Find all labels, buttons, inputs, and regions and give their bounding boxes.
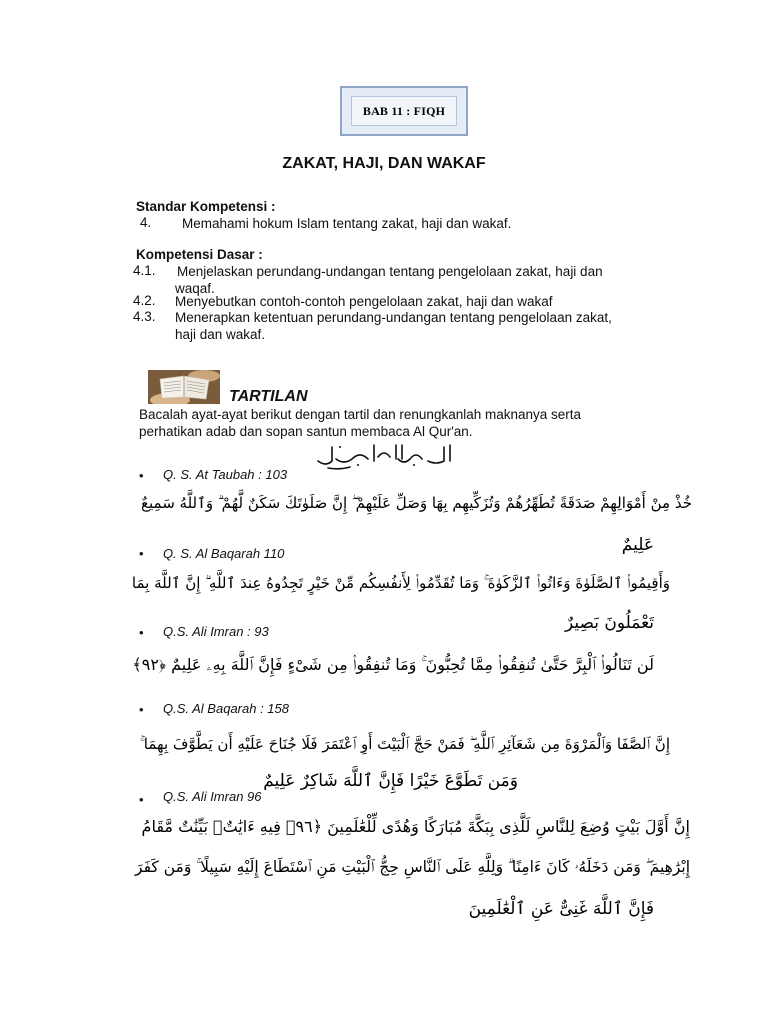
kd-item-number: 4.2. <box>133 293 156 308</box>
tartilan-instruction <box>139 406 639 440</box>
chapter-title: ZAKAT, HAJI, DAN WAKAF <box>282 155 486 172</box>
arabic-verse-line: وَمَن تَطَوَّعَ خَيْرًا فَإِنَّ ٱللَّهَ شَاكِرٌ عَلِيمٌ <box>263 771 518 791</box>
kd-item-number: 4.1. <box>133 263 156 278</box>
kd-item-text: Menerapkan ketentuan perundang-undangan tentang pengelolaan zakat, <box>175 310 612 325</box>
sk-item-text: Memahami hokum Islam tentang zakat, haji dan wakaf. <box>182 216 512 231</box>
arabic-verse-line: فَإِنَّ ٱللَّهَ غَنِىٌّ عَنِ ٱلْعَٰلَمِينَ <box>468 899 654 919</box>
kd-item-number: 4.3. <box>133 309 156 324</box>
tartilan-heading: TARTILAN <box>229 388 308 405</box>
verse-reference: Q.S. Ali Imran 96 <box>163 789 262 804</box>
chapter-badge <box>340 86 468 136</box>
tartilan-instruction-line: Bacalah ayat-ayat berikut dengan tartil dan renungkanlah maknanya serta <box>139 407 582 422</box>
bullet-icon: • <box>139 625 144 640</box>
arabic-verse-line: إِنَّ أَوَّلَ بَيْتٍ وُضِعَ لِلنَّاسِ لَلَّذِى بِبَكَّةَ مُبَارَكًا وَهُدًى لِّلْعَٰلَمِينَ ﴿٩٦﴾ فِيهِ ءَايَٰتٌۢ بَيِّنَٰتٌ مَّقَامُ <box>141 817 690 836</box>
arabic-verse-line: لَن تَنَالُوا۟ ٱلْبِرَّ حَتَّىٰ تُنفِقُوا۟ مِمَّا تُحِبُّونَ ۚ وَمَا تُنفِقُوا۟ مِن شَىْءٍ فَإِنَّ ٱللَّهَ بِهِۦ عَلِيمٌ ﴿٩٢﴾ <box>132 655 654 674</box>
tartilan-instruction-line: perhatikan adab dan sopan santun membaca Al Qur'an. <box>139 424 473 439</box>
quran-reading-photo <box>148 370 220 404</box>
arabic-verse-line: خُذْ مِنْ أَمْوَالِهِمْ صَدَقَةً تُطَهِّرُهُمْ وَتُزَكِّيهِم بِهَا وَصَلِّ عَلَيْهِمْ ۖ إِنَّ صَلَوٰتَكَ سَكَنٌ لَّهُمْ ۗ وَٱللَّهُ سَمِيعٌ <box>141 494 692 512</box>
arabic-verse-line: عَلِيمٌ <box>621 535 654 555</box>
sk-item-number: 4. <box>140 215 152 230</box>
open-book-icon <box>148 370 220 404</box>
chapter-badge-frame <box>351 96 457 126</box>
arabic-verse-line: إِبْرَٰهِيمَ ۖ وَمَن دَخَلَهُۥ كَانَ ءَامِنًا ۗ وَلِلَّهِ عَلَى ٱلنَّاسِ حِجُّ ٱلْبَيْتِ مَنِ ٱسْتَطَاعَ إِلَيْهِ سَبِيلًا ۚ وَمَن كَفَرَ <box>135 858 690 876</box>
kd-item-text: Menyebutkan contoh-contoh pengelolaan zakat, haji dan wakaf <box>175 294 553 309</box>
chapter-badge-text: BAB 11 : FIQH <box>362 103 446 118</box>
bullet-icon: • <box>139 702 144 717</box>
bullet-icon: • <box>139 792 144 807</box>
verse-reference: Q. S. At Taubah : 103 <box>163 467 288 482</box>
kd-item-text-continued: waqaf. <box>175 281 215 296</box>
arabic-verse-line: وَأَقِيمُوا۟ ٱلصَّلَوٰةَ وَءَاتُوا۟ ٱلزَّكَوٰةَ ۚ وَمَا تُقَدِّمُوا۟ لِأَنفُسِكُم مِّنْ خَيْرٍ تَجِدُوهُ عِندَ ٱللَّهِ ۗ إِنَّ ٱللَّهَ بِمَا <box>131 574 670 592</box>
verse-reference: Q.S. Ali Imran : 93 <box>163 624 269 639</box>
arabic-verse-line: تَعْمَلُونَ بَصِيرٌ <box>564 613 654 633</box>
verse-reference: Q.S. Al Baqarah : 158 <box>163 701 289 716</box>
kompetensi-dasar-label: Kompetensi Dasar : <box>136 247 263 262</box>
verse-reference: Q. S. Al Baqarah 110 <box>163 546 285 561</box>
kd-item-text-continued: haji dan wakaf. <box>175 327 266 342</box>
kd-item-text: Menjelaskan perundang-undangan tentang pengelolaan zakat, haji dan <box>177 264 603 279</box>
arabic-verse-line: إِنَّ ٱلصَّفَا وَٱلْمَرْوَةَ مِن شَعَآئِرِ ٱللَّهِ ۖ فَمَنْ حَجَّ ٱلْبَيْتَ أَوِ ٱعْتَمَرَ فَلَا جُنَاحَ عَلَيْهِ أَن يَطَّوَّفَ بِهِمَا ۚ <box>140 735 670 753</box>
bullet-icon: • <box>139 468 144 483</box>
basmala-calligraphy <box>310 437 460 471</box>
bullet-icon: • <box>139 546 144 561</box>
standar-kompetensi-label: Standar Kompetensi : <box>136 199 276 214</box>
